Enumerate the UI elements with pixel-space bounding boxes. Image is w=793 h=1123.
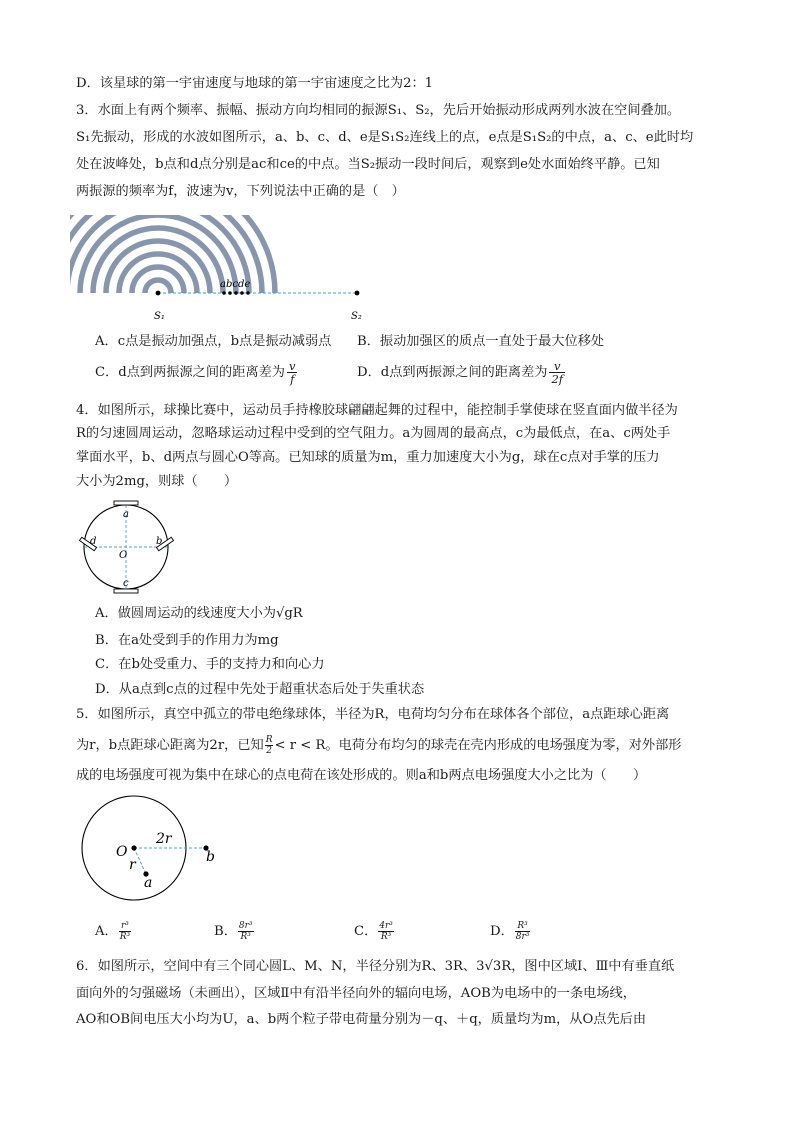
q3-stem-line4: 两振源的频率为f，波速为v，下列说法中正确的是（ ） [76,184,405,199]
q3-option-d [357,360,567,385]
q3-s2-label: S₂ [351,311,362,322]
q3-option-d-den: 2f [551,372,564,386]
q5-option-a-label: A． [95,924,118,939]
q5-option-d-fraction [515,921,531,942]
q5-option-c-label: C． [354,924,378,939]
q3-option-c [95,360,299,385]
q5-option-b [214,921,255,942]
q3-option-d-text: D．d点到两振源之间的距离差为 [357,365,548,380]
q5-line2-num: R [265,735,273,745]
hand-bottom [114,589,138,593]
q6-stem-line3: AO和OB间电压大小均为U，a、b两个粒子带电荷量分别为－q、＋q，质量均为m，从O点先后由 [76,1012,647,1027]
q4-label-b: b [156,536,163,547]
q5-option-c [354,921,395,942]
q5-option-d [490,921,531,942]
q4-stem-line1: 4．如图所示，球操比赛中，运动员手持橡胶球翩翩起舞的过程中，能控制手掌使球在竖直面内做半径为 [76,403,678,418]
q5-label-2r: 2r [156,831,172,847]
q5-option-b-num: 8r³ [238,921,253,931]
q6-stem-line1: 6．如图所示，空间中有三个同心圆L、M、N，半径分别为R、3R、3√3R，图中区域Ⅰ、Ⅲ中有垂直纸 [76,959,675,974]
q3-option-d-fraction [549,360,565,385]
q5-option-b-den: R³ [240,932,251,942]
q3-stem-line3: 处在波峰处，b点和d点分别是ac和ce的中点。当S₂振动一段时间后，观察到e处水面始终平静。已知 [76,157,660,172]
q3-points-label: abcde [220,279,251,290]
q5-option-d-num: R³ [515,921,531,932]
q4-label-d: d [90,536,97,547]
q3-option-c-fraction [287,360,298,385]
q5-line2-part1: 为r，b点距球心距离为2r，已知 [76,738,264,753]
q5-option-c-den: R³ [380,932,392,942]
q5-label-o: O [116,844,128,860]
q3-option-d-num: v [549,360,565,373]
q3-stem-line1: 3．水面上有两个频率、振幅、振动方向均相同的振源S₁、S₂，先后开始振动形成两列水波在空间叠加。 [76,103,681,118]
q3-stem-line2: S₁先振动，形成的水波如图所示，a、b、c、d、e是S₁S₂连线上的点，e点是S₁S₂的中点，a、c、e此时均 [76,130,694,145]
q2-option-d: D．该星球的第一宇宙速度与地球的第一宇宙速度之比为2：1 [76,76,434,91]
q5-label-r: r [129,857,136,873]
q5-sphere-figure [78,795,218,905]
q5-line2-fraction [265,735,274,756]
q4-circle-figure [74,497,194,597]
q4-option-a: A．做圆周运动的线速度大小为√gR [95,606,303,621]
q5-option-a [95,921,132,942]
q5-line2-den: 2 [266,746,272,756]
q5-label-a: a [144,875,153,891]
q4-stem-line4: 大小为2mg，则球（ ） [76,474,238,489]
q5-option-c-num: 4r³ [379,921,393,931]
q5-option-d-label: D． [490,924,514,939]
q3-wave-figure [70,215,380,330]
q3-option-a: A．c点是振动加强点，b点是振动减弱点 [95,334,332,349]
q3-option-c-num: v [288,359,296,373]
q5-option-d-den: 8r³ [515,932,530,942]
q5-stem-line2 [76,735,681,756]
q4-stem-line3: 掌面水平，b、d两点与圆心O等高。已知球的质量为m，重力加速度大小为g，球在c点对手掌的压力 [76,450,660,465]
q5-option-c-fraction [378,921,394,942]
q4-option-b: B．在a处受到手的作用力为mg [95,633,279,648]
q3-option-b: B．振动加强区的质点一直处于最大位移处 [357,334,605,349]
q4-option-c: C．在b处受重力、手的支持力和向心力 [95,657,325,672]
q5-option-a-num: r³ [119,921,131,932]
q5-option-b-fraction [238,921,254,942]
q5-stem-line1: 5．如图所示，真空中孤立的带电绝缘球体，半径为R，电荷均匀分布在球体各个部位，a点距球心距离 [76,707,670,722]
q3-option-c-den: f [290,372,295,386]
q4-label-a: a [123,509,129,520]
q6-stem-line2: 面向外的匀强磁场（未画出），区域Ⅱ中有沿半径向外的辐向电场，AOB为电场中的一条电场线， [76,986,636,1001]
q4-option-d: D．从a点到c点的过程中先处于超重状态后处于失重状态 [95,682,425,697]
q4-label-c: c [123,578,129,589]
q4-stem-line2: R的匀速圆周运动，忽略球运动过程中受到的空气阻力。a为圆周的最高点，c为最低点，在a、c两处手 [76,426,671,441]
q5-label-b: b [206,849,215,865]
q5-stem-line3: 成的电场强度可视为集中在球心的点电荷在该处形成的。则a和b两点电场强度大小之比为（ ） [76,768,647,783]
q4-label-o: O [119,550,128,561]
q3-option-c-text: C．d点到两振源之间的距离差为 [95,365,285,380]
q3-s1-label: S₁ [154,311,165,322]
q5-option-a-den: R³ [119,932,131,942]
q5-line2-part2: < r < R。电荷分布均匀的球壳在壳内形成的电场强度为零，对外部形 [274,738,682,753]
q5-option-b-label: B． [214,924,237,939]
hand-top [114,501,138,505]
q5-option-a-fraction [119,921,131,942]
